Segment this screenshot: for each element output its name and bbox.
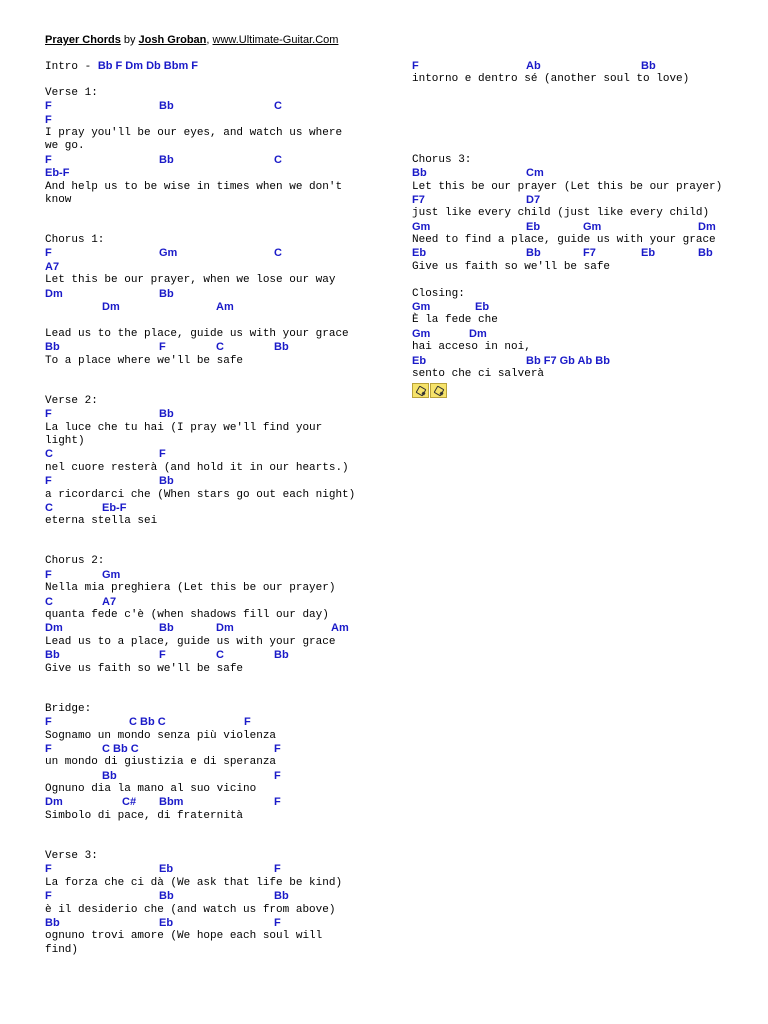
chord[interactable]: F xyxy=(274,863,281,876)
chord-line xyxy=(45,649,375,662)
chord[interactable]: F xyxy=(45,100,52,113)
chord[interactable]: Bb xyxy=(45,341,60,354)
lyric-line: un mondo di giustizia e di speranza xyxy=(45,756,277,769)
chord[interactable]: Bb F7 Gb Ab Bb xyxy=(526,354,610,367)
lyric-line: Chorus 3: xyxy=(412,153,472,166)
lyric-line: eterna stella sei xyxy=(45,515,158,528)
chord[interactable]: C xyxy=(216,341,224,354)
chord[interactable]: Eb xyxy=(526,220,541,233)
chord[interactable]: Gm xyxy=(412,327,431,340)
chord[interactable]: C Bb C xyxy=(129,716,166,729)
chord[interactable]: C Bb C xyxy=(102,742,139,755)
chord-line xyxy=(45,288,375,301)
chord[interactable]: F xyxy=(159,448,166,461)
chord-line xyxy=(45,100,375,113)
edit-icon[interactable] xyxy=(430,383,447,398)
lyric-line: a ricordarci che (When stars go out each night) xyxy=(45,488,356,501)
chord-line xyxy=(45,247,375,260)
chord[interactable]: Bb xyxy=(274,341,289,354)
chord[interactable]: Dm xyxy=(102,301,120,314)
lyric-line: I pray you'll be our eyes, and watch us where xyxy=(45,126,343,139)
lyric-line: To a place where we'll be safe xyxy=(45,354,244,367)
song-title-link[interactable]: Prayer Chords xyxy=(45,34,121,46)
chord-line xyxy=(45,796,375,809)
intro-chords: Bb F Dm Db Bbm F xyxy=(97,60,199,72)
chord[interactable]: Bb xyxy=(159,287,174,300)
chord-line xyxy=(45,502,375,515)
chord[interactable]: Bb xyxy=(45,917,60,929)
lyric-line: just like every child (just like every child) xyxy=(412,207,710,220)
chord[interactable]: F xyxy=(45,475,52,488)
chord[interactable]: Bb xyxy=(159,475,174,488)
chord[interactable]: A7 xyxy=(45,260,60,273)
chord[interactable]: Gm xyxy=(583,220,602,233)
chord[interactable]: Dm xyxy=(45,796,63,809)
chord-line xyxy=(45,863,375,876)
chord-line xyxy=(45,596,375,609)
lyric-line: nel cuore resterà (and hold it in our hearts.) xyxy=(45,461,349,474)
chord[interactable]: Eb xyxy=(159,863,174,876)
lyric-line: Lead us to the place, guide us with your grace xyxy=(45,327,349,340)
chord[interactable]: C xyxy=(274,153,282,166)
chord[interactable]: Eb xyxy=(412,354,427,367)
lyric-line: Verse 3: xyxy=(45,850,98,863)
chord-line xyxy=(45,569,375,582)
lyric-line: Sognamo un mondo senza più violenza xyxy=(45,729,277,742)
left-column xyxy=(45,60,375,957)
chord[interactable]: C xyxy=(274,247,282,260)
chord[interactable]: Bb xyxy=(412,167,427,180)
chord[interactable]: C xyxy=(45,501,53,514)
lyric-line: we go. xyxy=(45,140,85,153)
lyric-line: ognuno trovi amore (We hope each soul will xyxy=(45,930,323,943)
chord-line xyxy=(412,60,752,73)
chord[interactable]: C xyxy=(45,595,53,608)
blank-line xyxy=(45,73,375,86)
lyric-line: know xyxy=(45,193,72,206)
chord-line xyxy=(45,890,375,903)
blank-line xyxy=(412,274,752,287)
lyric-line: Chorus 2: xyxy=(45,555,105,568)
chord[interactable]: Bb xyxy=(526,247,541,260)
chord-line xyxy=(45,448,375,461)
chord[interactable]: F xyxy=(45,568,52,581)
blank-line xyxy=(45,837,375,850)
chord[interactable]: F xyxy=(45,247,52,260)
blank-line xyxy=(45,368,375,381)
lyric-line: light) xyxy=(45,434,85,447)
chord[interactable]: F xyxy=(274,917,281,929)
chord[interactable]: F xyxy=(244,716,251,729)
page-header xyxy=(45,34,338,46)
chord[interactable]: Gm xyxy=(412,220,431,233)
chord-line xyxy=(412,355,752,368)
chord[interactable]: Dm xyxy=(469,327,487,340)
intro-line xyxy=(45,60,375,73)
chord-line xyxy=(45,716,375,729)
lyric-line: intorno e dentro sé (another soul to love) xyxy=(412,73,690,86)
blank-line xyxy=(412,87,752,100)
chord[interactable]: Dm xyxy=(698,220,716,233)
lyric-line: find) xyxy=(45,943,79,956)
lyric-line: Give us faith so we'll be safe xyxy=(412,260,611,273)
chord-line xyxy=(45,408,375,421)
blank-line xyxy=(412,140,752,153)
chord[interactable]: Bb xyxy=(45,649,60,662)
chord[interactable]: F xyxy=(45,863,52,876)
chord[interactable]: F xyxy=(45,716,52,729)
chord[interactable]: C xyxy=(274,100,282,113)
lyric-line: È la fede che xyxy=(412,314,498,327)
lyric-line: è il desiderio che (and watch us from above) xyxy=(45,903,336,916)
lyric-line: Let this be our prayer (Let this be our prayer) xyxy=(412,180,723,193)
chord[interactable]: F7 xyxy=(583,247,596,260)
chord-line xyxy=(45,622,375,635)
lyric-line: Simbolo di pace, di fraternità xyxy=(45,809,244,822)
chord[interactable]: Dm xyxy=(216,622,234,635)
chord[interactable]: Bb xyxy=(274,649,289,662)
chord[interactable]: Bb xyxy=(159,622,174,635)
chord[interactable]: Bb xyxy=(159,153,174,166)
chord-line xyxy=(45,167,375,180)
chord[interactable]: C# xyxy=(122,796,137,809)
blank-line xyxy=(45,823,375,836)
lyric-line: hai acceso in noi, xyxy=(412,341,531,354)
blank-line xyxy=(412,127,752,140)
chord[interactable]: Eb xyxy=(475,301,490,314)
chord[interactable]: Am xyxy=(331,622,349,635)
chord[interactable]: C xyxy=(216,649,224,662)
chord[interactable]: F xyxy=(159,649,166,662)
lyric-line: And help us to be wise in times when we don't xyxy=(45,180,343,193)
blank-line xyxy=(45,542,375,555)
lyric-line: Verse 1: xyxy=(45,86,98,99)
edit-icon[interactable] xyxy=(412,383,429,398)
blank-line xyxy=(45,207,375,220)
chord[interactable]: F xyxy=(159,341,166,354)
chord[interactable]: Gm xyxy=(102,568,121,581)
chord[interactable]: F xyxy=(45,113,52,126)
lyric-line: Chorus 1: xyxy=(45,234,105,247)
blank-line xyxy=(45,314,375,327)
site-link[interactable]: www.Ultimate-Guitar.Com xyxy=(212,34,339,46)
chord[interactable]: Eb xyxy=(412,247,427,260)
chord[interactable]: D7 xyxy=(526,193,541,206)
lyric-line: La forza che ci dà (We ask that life be kind) xyxy=(45,876,343,889)
lyric-line: Give us faith so we'll be safe xyxy=(45,662,244,675)
chord[interactable]: F xyxy=(274,769,281,782)
lyric-line: Closing: xyxy=(412,287,465,300)
chord-line xyxy=(412,328,752,341)
blank-line xyxy=(45,676,375,689)
lyric-line: Lead us to a place, guide us with your grace xyxy=(45,635,336,648)
chord[interactable]: C xyxy=(45,448,53,461)
lyric-line: Ognuno dia la mano al suo vicino xyxy=(45,783,257,796)
lyric-line: Verse 2: xyxy=(45,394,98,407)
chord[interactable]: Eb xyxy=(159,917,174,929)
intro-label: Intro - xyxy=(45,61,98,73)
chord[interactable]: Gm xyxy=(159,247,178,260)
chord[interactable]: Am xyxy=(216,301,234,314)
separator-text: , xyxy=(206,34,213,46)
chord[interactable]: F xyxy=(412,60,419,72)
chord[interactable]: Bb xyxy=(641,60,656,72)
blank-line xyxy=(45,689,375,702)
chord[interactable]: A7 xyxy=(102,595,117,608)
chord[interactable]: Ab xyxy=(526,60,541,72)
blank-line xyxy=(412,114,752,127)
chord[interactable]: Bb xyxy=(698,247,713,260)
chord[interactable]: Bb xyxy=(159,890,174,903)
chord-line xyxy=(45,475,375,488)
blank-line xyxy=(412,100,752,113)
chord[interactable]: F xyxy=(45,890,52,903)
chord[interactable]: Cm xyxy=(526,167,544,180)
chord[interactable]: F xyxy=(45,408,52,421)
blank-line xyxy=(45,381,375,394)
chord[interactable]: F xyxy=(274,742,281,755)
chord[interactable]: Gm xyxy=(412,301,431,314)
chord[interactable]: Bb xyxy=(102,769,117,782)
chord-line xyxy=(45,770,375,783)
chord-line xyxy=(45,743,375,756)
chord[interactable]: Dm xyxy=(45,287,63,300)
tool-icons xyxy=(412,383,752,398)
lyric-line: quanta fede c'è (when shadows fill our day) xyxy=(45,609,329,622)
chord-line xyxy=(412,167,752,180)
chord-line xyxy=(412,221,752,234)
chord[interactable]: F7 xyxy=(412,193,425,206)
lyric-line: sento che ci salverà xyxy=(412,367,545,380)
lyric-line: La luce che tu hai (I pray we'll find your xyxy=(45,421,323,434)
blank-line xyxy=(45,221,375,234)
chord-line xyxy=(45,917,375,930)
chord[interactable]: F xyxy=(45,742,52,755)
lyric-line: Nella mia preghiera (Let this be our prayer) xyxy=(45,582,336,595)
artist-link[interactable]: Josh Groban xyxy=(138,34,207,46)
chord-line xyxy=(412,194,752,207)
chord[interactable]: F xyxy=(274,796,281,809)
chord[interactable]: Eb xyxy=(641,247,656,260)
chord[interactable]: Bb xyxy=(159,100,174,113)
chord-line xyxy=(412,247,752,260)
lyric-line: Need to find a place, guide us with your grace xyxy=(412,234,716,247)
right-column xyxy=(412,60,752,398)
blank-line xyxy=(45,529,375,542)
chord-line xyxy=(45,341,375,354)
chord[interactable]: Bbm xyxy=(159,796,184,809)
chord-line xyxy=(45,154,375,167)
chord[interactable]: Eb-F xyxy=(45,167,70,180)
lyric-line: Let this be our prayer, when we lose our way xyxy=(45,274,336,287)
chord-line xyxy=(45,114,375,127)
chord-line xyxy=(45,261,375,274)
chord[interactable]: Dm xyxy=(45,622,63,635)
chord[interactable]: F xyxy=(45,153,52,166)
chord[interactable]: Bb xyxy=(159,408,174,421)
chord[interactable]: Eb-F xyxy=(102,501,127,514)
by-text: by xyxy=(120,34,139,46)
lyric-line: Bridge: xyxy=(45,702,92,715)
chord-line xyxy=(412,301,752,314)
chord-line xyxy=(45,301,375,314)
chord[interactable]: Bb xyxy=(274,890,289,903)
